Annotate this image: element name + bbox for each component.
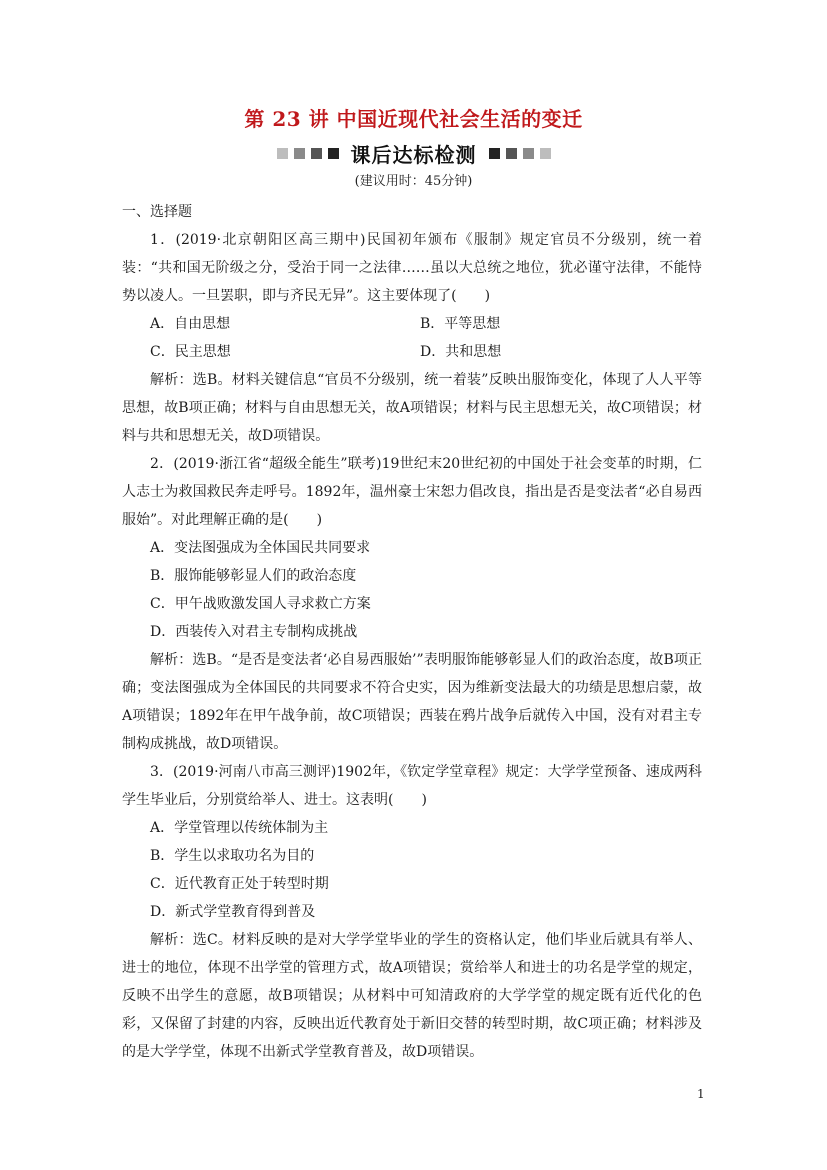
banner-square-icon bbox=[506, 148, 517, 159]
option-row bbox=[122, 310, 702, 338]
option-b: B．学生以求取功名为目的 bbox=[150, 848, 315, 864]
banner-title: 课后达标检测 bbox=[350, 142, 477, 167]
time-suggestion: (建议用时：45分钟) bbox=[354, 174, 473, 189]
option-a: A．变法图强成为全体国民共同要求 bbox=[150, 540, 371, 556]
option-row bbox=[122, 338, 702, 366]
banner-square-icon bbox=[328, 148, 339, 159]
answer-analysis: 解析：选B。“是否是变法者‘必自易西服始’”表明服饰能够彰显人们的政治态度，故B项正确；变法图强成为全体国民的共同要求不符合史实，因为维新变法最大的功绩是思想启蒙，故A项错误；1892年在甲午战争前，故C项错误；西装在鸦片战争后就传入中国，没有对君主专制构成挑战，故D项错误。 bbox=[122, 652, 702, 752]
option-d: D．新式学堂教育得到普及 bbox=[150, 904, 316, 920]
banner-square-icon bbox=[523, 148, 534, 159]
question-stem: 2．(2019·浙江省“超级全能生”联考)19世纪末20世纪初的中国处于社会变革的时期，仁人志士为救国救民奔走呼号。1892年，温州豪士宋恕力倡改良，指出是否是变法者“必自易西服始”。对此理解正确的是( ) bbox=[122, 456, 702, 528]
option-a: A．学堂管理以传统体制为主 bbox=[150, 820, 329, 836]
banner-square-icon bbox=[277, 148, 288, 159]
question-stem: 1．(2019·北京朝阳区高三期中)民国初年颁布《服制》规定官员不分级别，统一着装：“共和国无阶级之分，受治于同一之法律……虽以大总统之地位，犹必谨守法律，不能恃势以凌人。一旦罢职，即与齐民无异”。这主要体现了( ) bbox=[122, 232, 702, 304]
page-number: 1 bbox=[697, 1087, 705, 1101]
option-c: C．甲午战败激发国人寻求救亡方案 bbox=[150, 596, 371, 612]
option-c: C．近代教育正处于转型时期 bbox=[150, 876, 329, 892]
option-d: D．共和思想 bbox=[420, 344, 502, 360]
option-b: B．服饰能够彰显人们的政治态度 bbox=[150, 568, 357, 584]
banner-square-icon bbox=[489, 148, 500, 159]
banner-square-icon bbox=[294, 148, 305, 159]
option-c: C．民主思想 bbox=[150, 344, 231, 360]
banner-square-icon bbox=[540, 148, 551, 159]
answer-analysis: 解析：选C。材料反映的是对大学学堂毕业的学生的资格认定，他们毕业后就具有举人、进士的地位，体现不出学堂的管理方式，故A项错误；赏给举人和进士的功名是学堂的规定，反映不出学生的意愿，故B项错误；从材料中可知清政府的大学学堂的规定既有近代化的色彩，又保留了封建的内容，反映出近代教育处于新旧交替的转型时期，故C项正确；材料涉及的是大学学堂，体现不出新式学堂教育普及，故D项错误。 bbox=[122, 932, 702, 1060]
option-a: A．自由思想 bbox=[150, 316, 231, 332]
question-list bbox=[122, 198, 702, 1066]
section-banner bbox=[0, 140, 827, 166]
section-heading: 一、选择题 bbox=[122, 204, 192, 220]
question-stem: 3．(2019·河南八市高三测评)1902年，《钦定学堂章程》规定：大学学堂预备、速成两科学生毕业后，分别赏给举人、进士。这表明( ) bbox=[122, 764, 702, 808]
banner-square-icon bbox=[311, 148, 322, 159]
option-d: D．西装传入对君主专制构成挑战 bbox=[150, 624, 358, 640]
answer-analysis: 解析：选B。材料关键信息“官员不分级别，统一着装”反映出服饰变化，体现了人人平等思想，故B项正确；材料与自由思想无关，故A项错误；材料与民主思想无关，故C项错误；材料与共和思想无关，故D项错误。 bbox=[122, 372, 702, 444]
option-b: B．平等思想 bbox=[420, 316, 501, 332]
lesson-title: 第 23 讲 中国近现代社会生活的变迁 bbox=[244, 107, 583, 131]
